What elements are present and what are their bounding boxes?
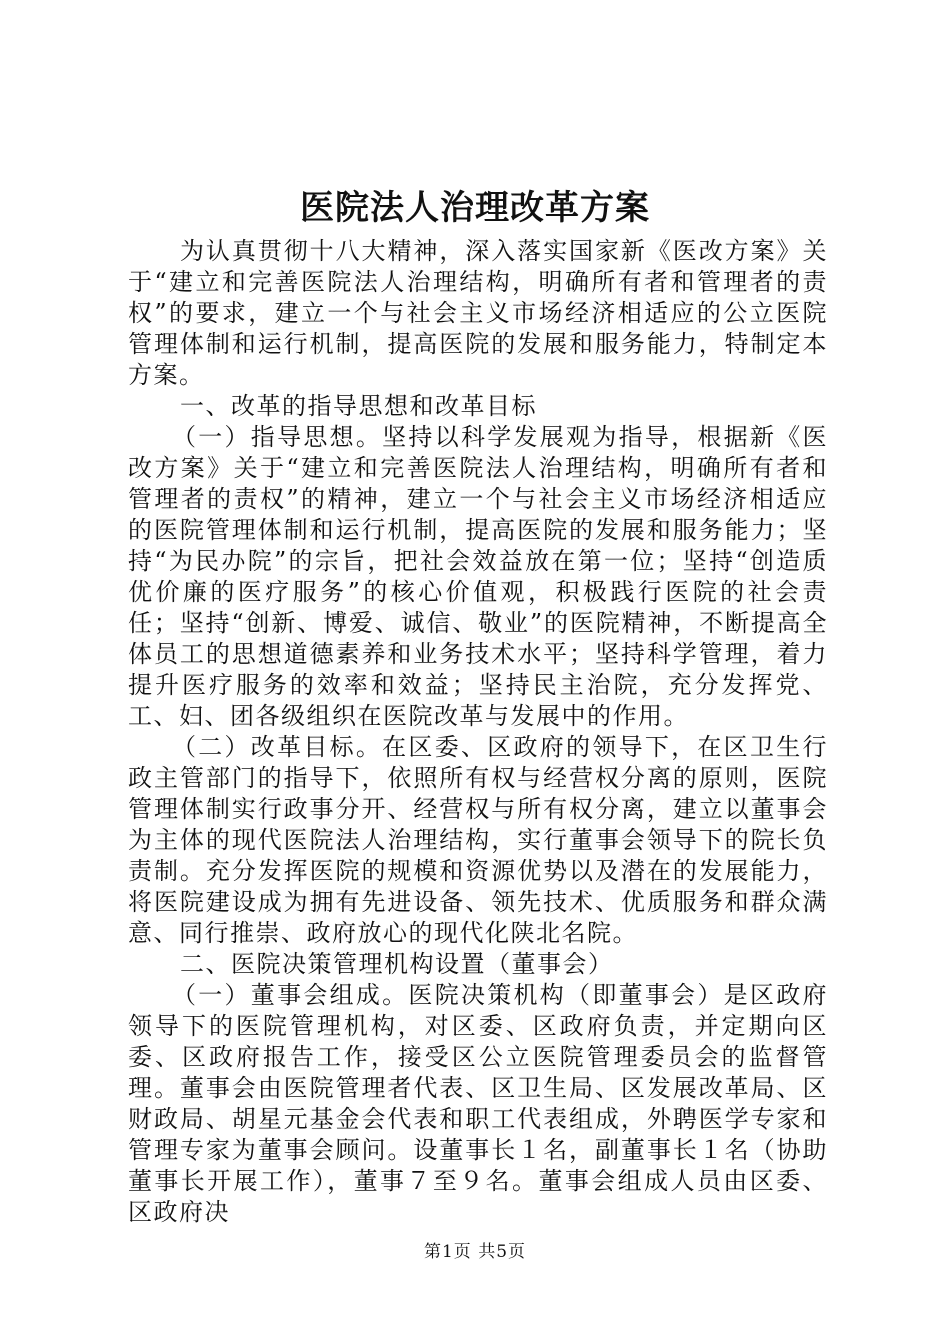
- document-title: 医院法人治理改革方案: [300, 188, 650, 228]
- paragraph-intro: 为认真贯彻十八大精神，深入落实国家新《医改方案》关于“建立和完善医院法人治理结构，明确所有者和管理者的责权”的要求，建立一个与社会主义市场经济相适应的公立医院管理体制和运行机制，提高医院的发展和服务能力，特制定本方案。: [128, 237, 828, 389]
- paragraph-reform-goals: （二）改革目标。在区委、区政府的领导下，在区卫生行政主管部门的指导下，依照所有权与经营权分离的原则，医院管理体制实行政事分开、经营权与所有权分离，建立以董事会为主体的现代医院法人治理结构，实行董事会领导下的院长负责制。充分发挥医院的规模和资源优势以及潜在的发展能力，将医院建设成为拥有先进设备、领先技术、优质服务和群众满意、同行推崇、政府放心的现代化陕北名院。: [128, 733, 828, 947]
- paragraph-board-composition: （一）董事会组成。医院决策机构（即董事会）是区政府领导下的医院管理机构，对区委、区政府负责，并定期向区委、区政府报告工作，接受区公立医院管理委员会的监督管理。董事会由医院管理者代表、区卫生局、区发展改革局、区财政局、胡星元基金会代表和职工代表组成，外聘医学专家和管理专家为董事会顾问。设董事长１名，副董事长１名（协助董事长开展工作），董事７至９名。董事会组成人员由区委、区政府决: [128, 981, 828, 1226]
- paragraph-guiding-ideology: （一）指导思想。坚持以科学发展观为指导，根据新《医改方案》关于“建立和完善医院法人治理结构，明确所有者和管理者的责权”的精神，建立一个与社会主义市场经济相适应的医院管理体制和运行机制，提高医院的发展和服务能力；坚持“为民办院”的宗旨，把社会效益放在第一位；坚持“创造质优价廉的医疗服务”的核心价值观，积极践行医院的社会责任；坚持“创新、博爱、诚信、敬业”的医院精神，不断提高全体员工的思想道德素养和业务技术水平；坚持科学管理，着力提升医疗服务的效率和效益；坚持民主治院，充分发挥党、工、妇、团各级组织在医院改革与发展中的作用。: [128, 423, 828, 730]
- page-number-footer: 第1页 共5页: [423, 1242, 527, 1262]
- section-heading-1: 一、改革的指导思想和改革目标: [180, 392, 537, 420]
- section-heading-2: 二、医院决策管理机构设置（董事会）: [180, 950, 614, 978]
- document-body: [128, 236, 828, 1228]
